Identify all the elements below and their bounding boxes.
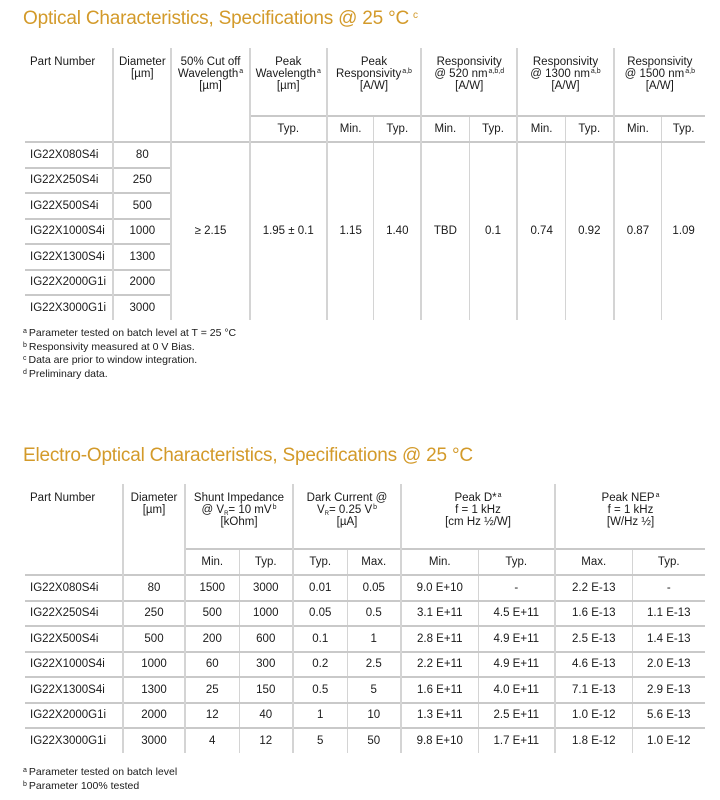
header-unit: [µm] bbox=[276, 80, 300, 92]
table-row bbox=[25, 703, 705, 729]
header-unit: [kOhm] bbox=[220, 516, 258, 528]
footnote-mark: a,b bbox=[402, 68, 412, 75]
header-text: = 10 mV bbox=[228, 504, 272, 516]
part-number-cell: IG22X2000G1i bbox=[25, 270, 113, 296]
header-row bbox=[25, 484, 705, 549]
responsivity-1300-min-value: 0.74 bbox=[517, 142, 565, 320]
header-text: @ V bbox=[201, 504, 225, 516]
footnote-text: Parameter tested on batch level at T = 25 °C bbox=[28, 327, 237, 339]
footnote-mark: b bbox=[23, 341, 27, 349]
nep-max-cell: 1.6 E-13 bbox=[555, 601, 632, 627]
dstar-min-cell: 3.1 E+11 bbox=[401, 601, 478, 627]
footnote-mark: a,b bbox=[590, 68, 601, 75]
diameter-cell: 1300 bbox=[123, 677, 185, 703]
dstar-min-cell: 2.8 E+11 bbox=[401, 626, 478, 652]
diameter-cell: 1000 bbox=[113, 219, 171, 245]
header-unit: [cm Hz ½/W] bbox=[445, 516, 511, 528]
footnote bbox=[23, 327, 236, 341]
shunt-impedance-typ-cell: 3000 bbox=[239, 575, 293, 601]
header-part-number: Part Number bbox=[30, 56, 96, 68]
optical-title-text: Optical Characteristics, Specifications @ 25 °C bbox=[23, 8, 410, 29]
header-text: @ 1300 nm bbox=[530, 68, 590, 80]
dark-current-typ-cell: 0.5 bbox=[293, 677, 347, 703]
subheader-min: Min. bbox=[401, 549, 478, 575]
dstar-typ-cell: 4.9 E+11 bbox=[478, 652, 555, 678]
dark-current-max-cell: 2.5 bbox=[347, 652, 401, 678]
footnote-mark: b bbox=[272, 504, 277, 511]
footnote-text: Parameter 100% tested bbox=[28, 779, 140, 792]
footnote-mark: c bbox=[23, 355, 27, 362]
header-cutoff-wavelength bbox=[171, 48, 249, 142]
header-line bbox=[556, 492, 705, 504]
footnote bbox=[23, 766, 177, 780]
subheader-typ: Typ. bbox=[632, 549, 705, 575]
dstar-min-cell: 9.0 E+10 bbox=[401, 575, 478, 601]
dstar-typ-cell: 4.9 E+11 bbox=[478, 626, 555, 652]
nep-typ-cell: 1.0 E-12 bbox=[632, 728, 705, 753]
nep-max-cell: 1.8 E-12 bbox=[555, 728, 632, 753]
nep-typ-cell: 1.4 E-13 bbox=[632, 626, 705, 652]
dstar-min-cell: 2.2 E+11 bbox=[401, 652, 478, 678]
dstar-typ-cell: - bbox=[478, 575, 555, 601]
responsivity-1500-typ-value: 1.09 bbox=[662, 142, 705, 320]
nep-typ-cell: 1.1 E-13 bbox=[632, 601, 705, 627]
peak-responsivity-min-value: 1.15 bbox=[327, 142, 374, 320]
table-row bbox=[25, 575, 705, 601]
part-number-cell: IG22X080S4i bbox=[25, 142, 113, 168]
responsivity-1500-min-value: 0.87 bbox=[614, 142, 662, 320]
subheader-max: Max. bbox=[347, 549, 401, 575]
shunt-impedance-typ-cell: 300 bbox=[239, 652, 293, 678]
header-line: Peak bbox=[360, 56, 388, 68]
part-number-cell: IG22X250S4i bbox=[25, 168, 113, 194]
nep-typ-cell: 2.0 E-13 bbox=[632, 652, 705, 678]
nep-max-cell: 4.6 E-13 bbox=[555, 652, 632, 678]
header-responsivity-520 bbox=[421, 48, 517, 116]
table-row bbox=[25, 142, 705, 168]
subheader-typ: Typ. bbox=[565, 116, 613, 142]
header-unit: [A/W] bbox=[359, 80, 389, 92]
subheader-typ: Typ. bbox=[478, 549, 555, 575]
header-text: = 0.25 V bbox=[328, 504, 373, 516]
dark-current-max-cell: 50 bbox=[347, 728, 401, 753]
nep-max-cell: 1.0 E-12 bbox=[555, 703, 632, 729]
cutoff-wavelength-value: ≥ 2.15 bbox=[171, 142, 249, 320]
footnote bbox=[23, 780, 177, 794]
dark-current-max-cell: 0.05 bbox=[347, 575, 401, 601]
diameter-cell: 80 bbox=[113, 142, 171, 168]
footnote-mark: a bbox=[655, 492, 660, 499]
subheader-typ: Typ. bbox=[239, 549, 293, 575]
diameter-cell: 500 bbox=[113, 193, 171, 219]
responsivity-520-typ-value: 0.1 bbox=[469, 142, 517, 320]
footnote-mark: a bbox=[23, 767, 27, 774]
dstar-typ-cell: 4.0 E+11 bbox=[478, 677, 555, 703]
header-line: Shunt Impedance bbox=[193, 492, 285, 504]
header-line: Dark Current @ bbox=[306, 492, 388, 504]
footnote bbox=[23, 368, 236, 382]
subheader-min: Min. bbox=[185, 549, 239, 575]
header-part-number: Part Number bbox=[30, 492, 96, 504]
dark-current-typ-cell: 0.2 bbox=[293, 652, 347, 678]
dstar-typ-cell: 2.5 E+11 bbox=[478, 703, 555, 729]
header-unit: [µA] bbox=[336, 516, 358, 528]
part-number-cell: IG22X3000G1i bbox=[25, 728, 123, 753]
electro-optical-table-body bbox=[25, 575, 705, 753]
header-peak-wavelength bbox=[250, 48, 327, 116]
header-text: Wavelength bbox=[255, 68, 316, 80]
electro-optical-spec-table bbox=[25, 484, 705, 753]
footnote-text: Responsivity measured at 0 V Bias. bbox=[28, 340, 195, 353]
part-number-cell: IG22X2000G1i bbox=[25, 703, 123, 729]
header-line: Diameter bbox=[130, 492, 178, 504]
header-line: Responsivity bbox=[627, 56, 693, 68]
part-number-cell: IG22X500S4i bbox=[25, 626, 123, 652]
shunt-impedance-min-cell: 25 bbox=[185, 677, 239, 703]
subheader-typ: Typ. bbox=[469, 116, 517, 142]
footnote-mark: b bbox=[23, 780, 27, 788]
nep-typ-cell: 2.9 E-13 bbox=[632, 677, 705, 703]
footnote-text: Preliminary data. bbox=[28, 367, 108, 380]
footnote-mark: a bbox=[316, 68, 321, 75]
diameter-cell: 80 bbox=[123, 575, 185, 601]
part-number-cell: IG22X1000S4i bbox=[25, 219, 113, 245]
header-line: Responsivity bbox=[532, 56, 599, 68]
header-text: V bbox=[316, 504, 325, 516]
footnote-mark: d bbox=[23, 368, 27, 376]
diameter-cell: 250 bbox=[123, 601, 185, 627]
footnote-mark: a,b bbox=[685, 68, 695, 75]
header-line: 50% Cut off bbox=[180, 56, 241, 68]
header-diameter bbox=[123, 484, 185, 575]
header-peak-nep bbox=[555, 484, 705, 549]
dstar-typ-cell: 1.7 E+11 bbox=[478, 728, 555, 753]
shunt-impedance-min-cell: 60 bbox=[185, 652, 239, 678]
header-peak-responsivity bbox=[327, 48, 421, 116]
header-unit: [A/W] bbox=[645, 80, 674, 92]
shunt-impedance-typ-cell: 12 bbox=[239, 728, 293, 753]
shunt-impedance-min-cell: 500 bbox=[185, 601, 239, 627]
electro-optical-footnotes bbox=[23, 766, 177, 793]
part-number-cell: IG22X3000G1i bbox=[25, 295, 113, 320]
header-unit: [A/W] bbox=[455, 80, 484, 92]
nep-typ-cell: 5.6 E-13 bbox=[632, 703, 705, 729]
nep-max-cell: 2.5 E-13 bbox=[555, 626, 632, 652]
header-text: Peak D* bbox=[454, 492, 497, 504]
part-number-cell: IG22X500S4i bbox=[25, 193, 113, 219]
dark-current-max-cell: 0.5 bbox=[347, 601, 401, 627]
header-responsivity-1300 bbox=[517, 48, 613, 116]
subheader-min: Min. bbox=[614, 116, 662, 142]
optical-spec-table bbox=[25, 48, 705, 320]
dstar-typ-cell: 4.5 E+11 bbox=[478, 601, 555, 627]
dstar-min-cell: 9.8 E+10 bbox=[401, 728, 478, 753]
shunt-impedance-min-cell: 12 bbox=[185, 703, 239, 729]
dark-current-max-cell: 10 bbox=[347, 703, 401, 729]
subscript: R bbox=[224, 511, 229, 517]
table-row bbox=[25, 652, 705, 678]
header-line: Diameter bbox=[119, 56, 166, 68]
table-row bbox=[25, 601, 705, 627]
shunt-impedance-min-cell: 1500 bbox=[185, 575, 239, 601]
subheader-typ: Typ. bbox=[250, 116, 327, 142]
dark-current-typ-cell: 0.05 bbox=[293, 601, 347, 627]
dark-current-max-cell: 1 bbox=[347, 626, 401, 652]
shunt-impedance-min-cell: 4 bbox=[185, 728, 239, 753]
subheader-typ: Typ. bbox=[662, 116, 705, 142]
header-line: Peak bbox=[275, 56, 302, 68]
part-number-cell: IG22X250S4i bbox=[25, 601, 123, 627]
header-row bbox=[25, 48, 705, 116]
shunt-impedance-typ-cell: 40 bbox=[239, 703, 293, 729]
subheader-min: Min. bbox=[327, 116, 374, 142]
part-number-cell: IG22X1300S4i bbox=[25, 677, 123, 703]
header-responsivity-1500 bbox=[614, 48, 705, 116]
diameter-cell: 3000 bbox=[113, 295, 171, 320]
nep-max-cell: 2.2 E-13 bbox=[555, 575, 632, 601]
dark-current-typ-cell: 1 bbox=[293, 703, 347, 729]
dstar-min-cell: 1.3 E+11 bbox=[401, 703, 478, 729]
nep-max-cell: 7.1 E-13 bbox=[555, 677, 632, 703]
subheader-min: Min. bbox=[517, 116, 565, 142]
part-number-cell: IG22X1300S4i bbox=[25, 244, 113, 270]
header-unit: [µm] bbox=[199, 80, 222, 92]
part-number-cell: IG22X080S4i bbox=[25, 575, 123, 601]
optical-footnotes bbox=[23, 327, 236, 381]
responsivity-520-min-value: TBD bbox=[421, 142, 469, 320]
table-row bbox=[25, 626, 705, 652]
optical-section-title bbox=[23, 8, 418, 30]
footnote-mark: a bbox=[23, 328, 27, 335]
diameter-cell: 1300 bbox=[113, 244, 171, 270]
header-diameter bbox=[113, 48, 171, 142]
shunt-impedance-typ-cell: 600 bbox=[239, 626, 293, 652]
header-peak-dstar bbox=[401, 484, 555, 549]
footnote-mark: a,b,d bbox=[488, 68, 505, 75]
table-row bbox=[25, 677, 705, 703]
header-line bbox=[172, 68, 248, 80]
header-line bbox=[251, 68, 326, 80]
dark-current-typ-cell: 0.01 bbox=[293, 575, 347, 601]
header-unit: [W/Hz ½] bbox=[606, 516, 655, 528]
dark-current-max-cell: 5 bbox=[347, 677, 401, 703]
header-dark-current bbox=[293, 484, 401, 549]
subheader-typ: Typ. bbox=[293, 549, 347, 575]
diameter-cell: 3000 bbox=[123, 728, 185, 753]
subheader-min: Min. bbox=[421, 116, 469, 142]
diameter-cell: 1000 bbox=[123, 652, 185, 678]
subscript: R bbox=[324, 511, 329, 517]
footnote-mark: b bbox=[373, 504, 378, 511]
subheader-max: Max. bbox=[555, 549, 632, 575]
peak-responsivity-typ-value: 1.40 bbox=[374, 142, 421, 320]
diameter-cell: 2000 bbox=[113, 270, 171, 296]
footnote bbox=[23, 341, 236, 355]
dark-current-typ-cell: 0.1 bbox=[293, 626, 347, 652]
footnote bbox=[23, 354, 236, 368]
dstar-min-cell: 1.6 E+11 bbox=[401, 677, 478, 703]
header-text: @ 520 nm bbox=[434, 68, 488, 80]
electro-optical-section-title: Electro-Optical Characteristics, Specifications @ 25 °C bbox=[23, 445, 473, 466]
nep-typ-cell: - bbox=[632, 575, 705, 601]
subheader-typ: Typ. bbox=[374, 116, 421, 142]
header-unit: [µm] bbox=[142, 504, 166, 516]
dark-current-typ-cell: 5 bbox=[293, 728, 347, 753]
header-text: @ 1500 nm bbox=[624, 68, 685, 80]
diameter-cell: 500 bbox=[123, 626, 185, 652]
header-text: Peak NEP bbox=[601, 492, 655, 504]
header-line bbox=[402, 492, 554, 504]
footnote-text: Parameter tested on batch level bbox=[28, 766, 178, 778]
header-line bbox=[328, 68, 420, 80]
header-unit: [µm] bbox=[131, 68, 154, 80]
header-line bbox=[615, 68, 705, 80]
header-shunt-impedance bbox=[185, 484, 293, 549]
header-line bbox=[518, 68, 612, 80]
diameter-cell: 250 bbox=[113, 168, 171, 194]
header-line bbox=[294, 504, 400, 516]
header-line: f = 1 kHz bbox=[455, 504, 501, 516]
shunt-impedance-typ-cell: 150 bbox=[239, 677, 293, 703]
header-line bbox=[186, 504, 292, 516]
footnote-mark: a bbox=[239, 68, 244, 75]
footnote-text: Data are prior to window integration. bbox=[28, 354, 198, 366]
header-line bbox=[422, 68, 516, 80]
header-text: Wavelength bbox=[177, 68, 239, 80]
peak-wavelength-value: 1.95 ± 0.1 bbox=[250, 142, 327, 320]
header-text: Responsivity bbox=[336, 68, 402, 80]
title-footnote-mark: c bbox=[413, 10, 418, 21]
shunt-impedance-typ-cell: 1000 bbox=[239, 601, 293, 627]
shunt-impedance-min-cell: 200 bbox=[185, 626, 239, 652]
responsivity-1300-typ-value: 0.92 bbox=[565, 142, 613, 320]
header-line: Responsivity bbox=[436, 56, 502, 68]
header-line: f = 1 kHz bbox=[607, 504, 654, 516]
header-unit: [A/W] bbox=[551, 80, 580, 92]
diameter-cell: 2000 bbox=[123, 703, 185, 729]
table-row bbox=[25, 728, 705, 753]
part-number-cell: IG22X1000S4i bbox=[25, 652, 123, 678]
footnote-mark: a bbox=[497, 492, 502, 499]
